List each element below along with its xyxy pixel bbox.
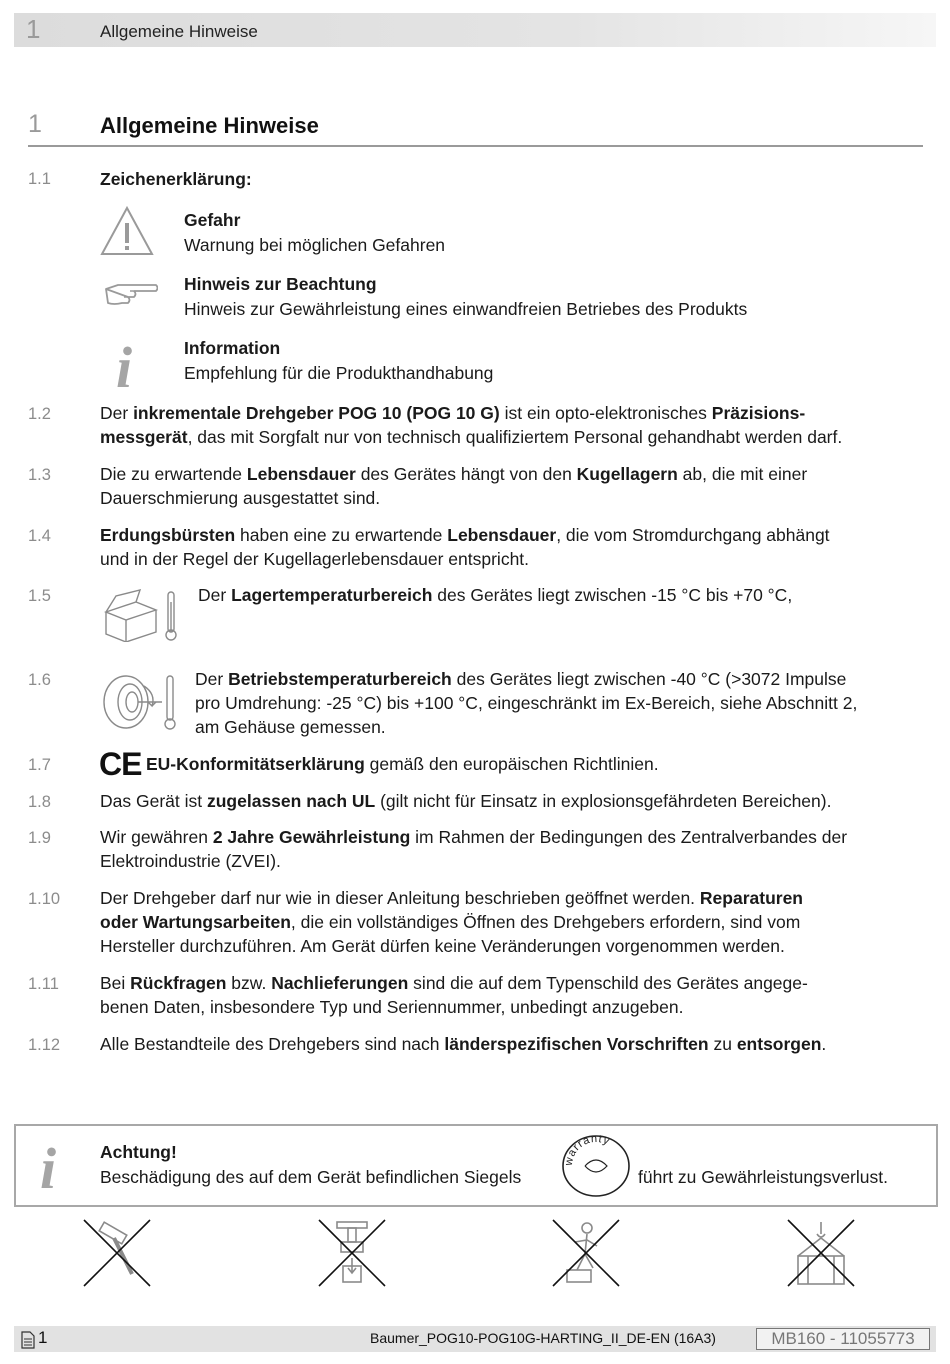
- paragraph: EU-Konformitätserklärung gemäß den europäischen Richtlinien.: [146, 754, 659, 774]
- section-divider: [28, 145, 923, 147]
- legend-text: Warnung bei möglichen Gefahren: [184, 235, 446, 255]
- header-title: Allgemeine Hinweise: [100, 22, 258, 41]
- item-number: 1.3: [28, 466, 51, 484]
- pointing-hand-icon: [104, 279, 158, 309]
- item-number: 1.12: [28, 1036, 61, 1054]
- warning-triangle-icon: [100, 205, 154, 257]
- paragraph: Wir gewähren 2 Jahre Gewährleistung im Rahmen der Bedingungen des Zentralverbandes der Elektroindustrie (ZVEI).: [100, 827, 848, 871]
- legend-text: Empfehlung für die Produkthandhabung: [184, 363, 494, 383]
- paragraph: Bei Rückfragen bzw. Nachlieferungen sind die auf dem Typenschild des Gerätes angege- benen Daten, insbesondere Typ und Seriennummer, unbedingt anzugeben.: [100, 973, 808, 1017]
- attention-text: führt zu Gewährleistungsverlust.: [638, 1167, 888, 1187]
- svg-text:i: i: [116, 335, 133, 391]
- legend-text: Hinweis zur Gewährleistung eines einwandfreien Betriebes des Produkts: [184, 299, 748, 319]
- operating-temperature-icon: [100, 672, 180, 732]
- attention-text: Beschädigung des auf dem Gerät befindlichen Siegels: [100, 1167, 522, 1187]
- page-number: 1: [38, 1328, 48, 1347]
- warranty-seal-icon: [559, 1134, 633, 1198]
- item-number: 1.2: [28, 405, 51, 423]
- paragraph: Der Betriebstemperaturbereich des Gerätes liegt zwischen -40 °C (>3072 Impulse pro Umdrehung: -25 °C) bis +100 °C, eingeschränkt im Ex-Bereich, siehe Abschnitt 2, am Gehäuse gemessen.: [195, 669, 858, 737]
- item-number: 1.4: [28, 527, 51, 545]
- paragraph: Der Lagertemperaturbereich des Gerätes liegt zwischen -15 °C bis +70 °C,: [198, 585, 793, 605]
- item-number: 1.11: [28, 975, 59, 993]
- document-code: MB160 - 11055773: [756, 1328, 930, 1350]
- info-icon: [112, 335, 142, 391]
- page-document-icon: [20, 1331, 36, 1349]
- attention-title: Achtung!: [100, 1142, 177, 1162]
- item-number: 1.6: [28, 671, 51, 689]
- legend-title: Gefahr: [184, 210, 241, 230]
- svg-text:i: i: [40, 1136, 57, 1192]
- item-number: 1.9: [28, 829, 51, 847]
- no-hammer-icon: [82, 1218, 152, 1288]
- paragraph: Erdungsbürsten haben eine zu erwartende Lebensdauer, die vom Stromdurchgang abhängt und in der Regel der Kugellagerlebensdauer entspricht.: [100, 525, 830, 569]
- legend-heading: Zeichenerklärung:: [100, 169, 252, 189]
- legend-title: Information: [184, 338, 281, 358]
- section-number: 1: [28, 110, 42, 138]
- paragraph: Das Gerät ist zugelassen nach UL (gilt nicht für Einsatz in explosionsgefährdeten Bereichen).: [100, 791, 832, 811]
- paragraph: Alle Bestandteile des Drehgebers sind nach länderspezifischen Vorschriften zu entsorgen.: [100, 1034, 827, 1054]
- header-chapter-number: 1: [26, 14, 41, 44]
- item-number: 1.7: [28, 756, 51, 774]
- section-title: Allgemeine Hinweise: [100, 113, 319, 138]
- info-icon: [36, 1136, 70, 1192]
- item-number: 1.1: [28, 170, 51, 188]
- paragraph: Der Drehgeber darf nur wie in dieser Anleitung beschrieben geöffnet werden. Reparaturen oder Wartungsarbeiten, die ein vollständiges Öffnen des Drehgebers erfordern, sind vom Hersteller durchzuführen. Am Gerät dürfen keine Veränderungen vorgenommen werden.: [100, 888, 803, 956]
- legend-title: Hinweis zur Beachtung: [184, 274, 377, 294]
- no-stepping-icon: [551, 1218, 621, 1288]
- no-lifting-icon: [786, 1218, 856, 1288]
- paragraph: Die zu erwartende Lebensdauer des Gerätes hängt von den Kugellagern ab, die mit einer Dauerschmierung ausgestattet sind.: [100, 464, 808, 508]
- item-number: 1.10: [28, 890, 61, 908]
- item-number: 1.5: [28, 587, 51, 605]
- ce-mark: CE: [99, 746, 142, 782]
- paragraph: Der inkrementale Drehgeber POG 10 (POG 10 G) ist ein opto-elektronisches Präzisions- messgerät, das mit Sorgfalt nur von technisch qualifiziertem Personal gehandhabt werden darf.: [100, 403, 843, 447]
- document-filename: Baumer_POG10-POG10G-HARTING_II_DE-EN (16A3): [370, 1330, 716, 1346]
- svg-text:warranty: warranty: [562, 1134, 612, 1167]
- item-number: 1.8: [28, 793, 51, 811]
- storage-box-thermometer-icon: [100, 588, 180, 642]
- no-pressing-icon: [317, 1218, 387, 1288]
